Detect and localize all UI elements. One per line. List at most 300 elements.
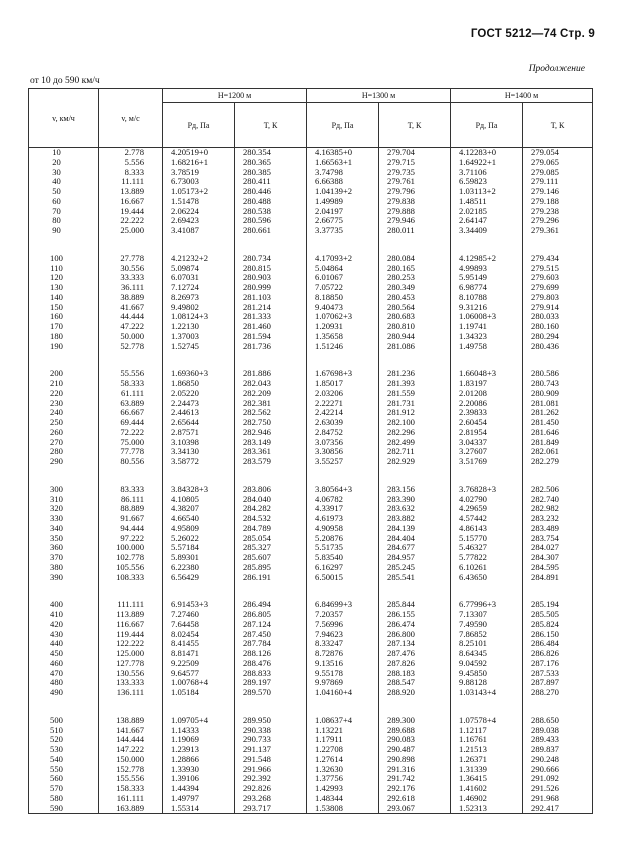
table-cell: 4.12985+2 <box>451 254 523 264</box>
table-cell: 55.556 <box>99 369 163 379</box>
table-cell: 300 <box>29 485 99 495</box>
table-cell: 161.111 <box>99 794 163 804</box>
table-cell: 279.761 <box>379 177 451 187</box>
table-cell: 500 <box>29 716 99 726</box>
table-cell: 2.778 <box>99 148 163 158</box>
table-cell: 2.65644 <box>163 418 235 428</box>
table-cell: 6.91453+3 <box>163 600 235 610</box>
table-cell: 279.796 <box>379 187 451 197</box>
table-row <box>29 794 593 804</box>
table-row <box>29 745 593 755</box>
table-cell: 290.487 <box>379 745 451 755</box>
table-cell: 150 <box>29 303 99 313</box>
table-body <box>29 148 593 814</box>
table-cell: 280.294 <box>523 332 593 342</box>
table-cell: 1.51478 <box>163 197 235 207</box>
table-cell: 1.03113+2 <box>451 187 523 197</box>
table-cell: 94.444 <box>99 524 163 534</box>
table-cell: 285.245 <box>379 563 451 573</box>
table-row <box>29 726 593 736</box>
table-cell: 3.55257 <box>307 457 379 467</box>
table-cell: 279.838 <box>379 197 451 207</box>
speed-range: от 10 до 590 км/ч <box>30 76 100 86</box>
table-cell: 286.474 <box>379 620 451 630</box>
table-cell: 279.946 <box>379 216 451 226</box>
table-cell: 8.10788 <box>451 293 523 303</box>
table-cell: 284.040 <box>235 495 307 505</box>
table-cell: 286.826 <box>523 649 593 659</box>
table-cell: 11.111 <box>99 177 163 187</box>
table-cell: 288.547 <box>379 678 451 688</box>
table-cell: 283.754 <box>523 534 593 544</box>
table-cell: 390 <box>29 573 99 583</box>
table-cell: 279.715 <box>379 158 451 168</box>
table-cell: 1.41602 <box>451 784 523 794</box>
table-cell: 83.333 <box>99 485 163 495</box>
table-cell: 3.04337 <box>451 438 523 448</box>
table-row <box>29 639 593 649</box>
table-cell: 281.460 <box>235 322 307 332</box>
table-cell: 6.50015 <box>307 573 379 583</box>
table-row <box>29 573 593 583</box>
gap-cell <box>379 698 451 716</box>
table-row <box>29 669 593 679</box>
table-cell: 210 <box>29 379 99 389</box>
gap-cell <box>379 467 451 485</box>
table-cell: 284.404 <box>379 534 451 544</box>
table-cell: 36.111 <box>99 283 163 293</box>
gap-cell <box>163 467 235 485</box>
table-cell: 280.365 <box>235 158 307 168</box>
table-cell: 5.51735 <box>307 543 379 553</box>
table-cell: 1.35658 <box>307 332 379 342</box>
gap-cell <box>29 698 99 716</box>
table-cell: 1.34323 <box>451 332 523 342</box>
table-cell: 280 <box>29 447 99 457</box>
col-h1300: H=1300 м <box>307 89 451 103</box>
table-row <box>29 418 593 428</box>
table-cell: 292.176 <box>379 784 451 794</box>
gap-cell <box>235 236 307 254</box>
table-cell: 163.889 <box>99 804 163 814</box>
table-cell: 1.26371 <box>451 755 523 765</box>
table-cell: 281.886 <box>235 369 307 379</box>
table-cell: 200 <box>29 369 99 379</box>
table-cell: 288.476 <box>235 659 307 669</box>
table-cell: 287.826 <box>379 659 451 669</box>
table-cell: 284.595 <box>523 563 593 573</box>
table-cell: 1.04160+4 <box>307 688 379 698</box>
table-row <box>29 457 593 467</box>
table-cell: 290.083 <box>379 735 451 745</box>
table-row <box>29 563 593 573</box>
table-cell: 286.484 <box>523 639 593 649</box>
table-cell: 420 <box>29 620 99 630</box>
table-cell: 1.33930 <box>163 765 235 775</box>
table-cell: 282.562 <box>235 408 307 418</box>
table-cell: 279.065 <box>523 158 593 168</box>
table-cell: 120 <box>29 273 99 283</box>
table-cell: 8.72876 <box>307 649 379 659</box>
table-cell: 284.891 <box>523 573 593 583</box>
table-row <box>29 610 593 620</box>
table-cell: 282.279 <box>523 457 593 467</box>
table-row <box>29 659 593 669</box>
table-cell: 380 <box>29 563 99 573</box>
table-cell: 284.282 <box>235 504 307 514</box>
table-cell: 340 <box>29 524 99 534</box>
table-cell: 1.19741 <box>451 322 523 332</box>
table-row <box>29 600 593 610</box>
table-cell: 33.333 <box>99 273 163 283</box>
table-cell: 281.236 <box>379 369 451 379</box>
gap-cell <box>379 236 451 254</box>
table-cell: 286.494 <box>235 600 307 610</box>
table-cell: 4.99893 <box>451 264 523 274</box>
table-cell: 19.444 <box>99 207 163 217</box>
table-cell: 279.238 <box>523 207 593 217</box>
table-cell: 286.155 <box>379 610 451 620</box>
table-cell: 1.44394 <box>163 784 235 794</box>
table-cell: 7.94623 <box>307 630 379 640</box>
table-cell: 283.806 <box>235 485 307 495</box>
gap-cell <box>99 236 163 254</box>
table-cell: 280.436 <box>523 342 593 352</box>
table-cell: 287.476 <box>379 649 451 659</box>
table-cell: 2.69423 <box>163 216 235 226</box>
table-cell: 5.556 <box>99 158 163 168</box>
table-cell: 1.12117 <box>451 726 523 736</box>
table-cell: 281.912 <box>379 408 451 418</box>
table-cell: 3.78519 <box>163 168 235 178</box>
table-cell: 90 <box>29 226 99 236</box>
table-cell: 7.20357 <box>307 610 379 620</box>
table-cell: 136.111 <box>99 688 163 698</box>
table-cell: 6.66388 <box>307 177 379 187</box>
table-cell: 7.64458 <box>163 620 235 630</box>
table-cell: 6.73003 <box>163 177 235 187</box>
table-cell: 5.57184 <box>163 543 235 553</box>
table-cell: 280.909 <box>523 389 593 399</box>
table-cell: 281.559 <box>379 389 451 399</box>
table-cell: 570 <box>29 784 99 794</box>
table-cell: 52.778 <box>99 342 163 352</box>
table-cell: 1.67698+3 <box>307 369 379 379</box>
table-cell: 4.29659 <box>451 504 523 514</box>
table-cell: 540 <box>29 755 99 765</box>
table-cell: 287.897 <box>523 678 593 688</box>
table-cell: 360 <box>29 543 99 553</box>
table-cell: 66.667 <box>99 408 163 418</box>
table-cell: 47.222 <box>99 322 163 332</box>
table-cell: 280.596 <box>235 216 307 226</box>
table-row <box>29 524 593 534</box>
table-cell: 283.579 <box>235 457 307 467</box>
table-cell: 280.944 <box>379 332 451 342</box>
table-cell: 289.197 <box>235 678 307 688</box>
table-cell: 1.00768+4 <box>163 678 235 688</box>
table-cell: 292.826 <box>235 784 307 794</box>
table-cell: 285.824 <box>523 620 593 630</box>
table-cell: 1.46902 <box>451 794 523 804</box>
table-cell: 280.488 <box>235 197 307 207</box>
page-header: ГОСТ 5212—74 Стр. 9 <box>470 28 595 40</box>
table-cell: 6.22380 <box>163 563 235 573</box>
table-cell: 130 <box>29 283 99 293</box>
table-cell: 7.49590 <box>451 620 523 630</box>
table-row <box>29 534 593 544</box>
group-gap <box>29 236 593 254</box>
table-cell: 20 <box>29 158 99 168</box>
table-cell: 190 <box>29 342 99 352</box>
table-cell: 440 <box>29 639 99 649</box>
table-cell: 281.646 <box>523 428 593 438</box>
table-cell: 5.46327 <box>451 543 523 553</box>
table-cell: 9.13516 <box>307 659 379 669</box>
table-row <box>29 428 593 438</box>
table-cell: 291.092 <box>523 774 593 784</box>
table-cell: 285.054 <box>235 534 307 544</box>
table-cell: 108.333 <box>99 573 163 583</box>
atmosphere-table <box>28 88 593 814</box>
table-cell: 285.607 <box>235 553 307 563</box>
group-gap <box>29 698 593 716</box>
table-cell: 2.66775 <box>307 216 379 226</box>
table-cell: 370 <box>29 553 99 563</box>
table-cell: 63.889 <box>99 399 163 409</box>
table-row <box>29 264 593 274</box>
table-cell: 3.74798 <box>307 168 379 178</box>
table-cell: 280.815 <box>235 264 307 274</box>
table-cell: 283.361 <box>235 447 307 457</box>
table-cell: 5.83540 <box>307 553 379 563</box>
gap-cell <box>523 582 593 600</box>
table-cell: 7.13307 <box>451 610 523 620</box>
table-cell: 1.69360+3 <box>163 369 235 379</box>
table-cell: 284.789 <box>235 524 307 534</box>
table-cell: 284.957 <box>379 553 451 563</box>
table-cell: 292.618 <box>379 794 451 804</box>
table-cell: 1.09705+4 <box>163 716 235 726</box>
table-cell: 281.214 <box>235 303 307 313</box>
table-cell: 125.000 <box>99 649 163 659</box>
table-cell: 285.844 <box>379 600 451 610</box>
table-cell: 285.327 <box>235 543 307 553</box>
table-row <box>29 514 593 524</box>
table-cell: 1.32630 <box>307 765 379 775</box>
table-cell: 1.22130 <box>163 322 235 332</box>
table-cell: 119.444 <box>99 630 163 640</box>
table-cell: 3.71106 <box>451 168 523 178</box>
table-cell: 1.37756 <box>307 774 379 784</box>
table-cell: 279.111 <box>523 177 593 187</box>
table-cell: 288.650 <box>523 716 593 726</box>
table-cell: 282.209 <box>235 389 307 399</box>
table-row <box>29 254 593 264</box>
table-row <box>29 408 593 418</box>
table-cell: 590 <box>29 804 99 814</box>
table-row <box>29 485 593 495</box>
table-cell: 9.40473 <box>307 303 379 313</box>
table-cell: 6.59823 <box>451 177 523 187</box>
table-cell: 280.743 <box>523 379 593 389</box>
table-cell: 292.392 <box>235 774 307 784</box>
table-cell: 16.667 <box>99 197 163 207</box>
table-cell: 7.86852 <box>451 630 523 640</box>
table-cell: 284.027 <box>523 543 593 553</box>
table-cell: 283.882 <box>379 514 451 524</box>
table-cell: 1.66048+3 <box>451 369 523 379</box>
table-cell: 180 <box>29 332 99 342</box>
col-t-2: T, К <box>379 103 451 148</box>
col-pd-3: Pд, Па <box>451 103 523 148</box>
gap-cell <box>379 582 451 600</box>
table-cell: 1.03143+4 <box>451 688 523 698</box>
table-cell: 27.778 <box>99 254 163 264</box>
table-cell: 283.232 <box>523 514 593 524</box>
table-cell: 279.914 <box>523 303 593 313</box>
table-cell: 1.37003 <box>163 332 235 342</box>
table-cell: 291.968 <box>523 794 593 804</box>
table-cell: 281.393 <box>379 379 451 389</box>
table-cell: 1.66563+1 <box>307 158 379 168</box>
table-cell: 283.149 <box>235 438 307 448</box>
table-cell: 1.14333 <box>163 726 235 736</box>
gap-cell <box>451 582 523 600</box>
col-t-3: T, К <box>523 103 593 148</box>
table-cell: 7.56996 <box>307 620 379 630</box>
table-cell: 290.248 <box>523 755 593 765</box>
table-cell: 4.86143 <box>451 524 523 534</box>
table-cell: 158.333 <box>99 784 163 794</box>
table-cell: 1.20931 <box>307 322 379 332</box>
table-cell: 287.784 <box>235 639 307 649</box>
table-cell: 280.253 <box>379 273 451 283</box>
table-cell: 1.05173+2 <box>163 187 235 197</box>
table-cell: 510 <box>29 726 99 736</box>
table-cell: 286.191 <box>235 573 307 583</box>
table-cell: 320 <box>29 504 99 514</box>
table-cell: 480 <box>29 678 99 688</box>
table-cell: 282.711 <box>379 447 451 457</box>
table-cell: 530 <box>29 745 99 755</box>
table-cell: 6.98774 <box>451 283 523 293</box>
table-cell: 279.803 <box>523 293 593 303</box>
table-cell: 69.444 <box>99 418 163 428</box>
table-cell: 279.735 <box>379 168 451 178</box>
table-cell: 1.04139+2 <box>307 187 379 197</box>
table-cell: 105.556 <box>99 563 163 573</box>
table-cell: 280.586 <box>523 369 593 379</box>
table-cell: 288.126 <box>235 649 307 659</box>
table-cell: 1.48344 <box>307 794 379 804</box>
table-row <box>29 716 593 726</box>
table-cell: 289.950 <box>235 716 307 726</box>
gap-cell <box>99 467 163 485</box>
continuation-label: Продолжение <box>528 64 585 74</box>
table-cell: 280.011 <box>379 226 451 236</box>
table-cell: 1.22708 <box>307 745 379 755</box>
gap-cell <box>163 236 235 254</box>
table-cell: 8.18850 <box>307 293 379 303</box>
table-cell: 3.84328+3 <box>163 485 235 495</box>
table-cell: 230 <box>29 399 99 409</box>
table-cell: 283.632 <box>379 504 451 514</box>
table-cell: 9.64577 <box>163 669 235 679</box>
gap-cell <box>29 236 99 254</box>
table-cell: 8.02454 <box>163 630 235 640</box>
table-cell: 5.15770 <box>451 534 523 544</box>
table-row <box>29 765 593 775</box>
table-row <box>29 177 593 187</box>
table-cell: 4.16385+0 <box>307 148 379 158</box>
table-cell: 1.55314 <box>163 804 235 814</box>
table-cell: 133.333 <box>99 678 163 688</box>
col-h1400: H=1400 м <box>451 89 593 103</box>
table-row <box>29 543 593 553</box>
table-cell: 288.183 <box>379 669 451 679</box>
gap-cell <box>29 582 99 600</box>
table-cell: 1.52313 <box>451 804 523 814</box>
table-cell: 4.17093+2 <box>307 254 379 264</box>
table-cell: 8.25101 <box>451 639 523 649</box>
table-cell: 152.778 <box>99 765 163 775</box>
table-cell: 285.541 <box>379 573 451 583</box>
table-cell: 160 <box>29 312 99 322</box>
gap-cell <box>451 351 523 369</box>
table-cell: 2.02185 <box>451 207 523 217</box>
table-cell: 350 <box>29 534 99 544</box>
table-row <box>29 322 593 332</box>
table-cell: 279.146 <box>523 187 593 197</box>
table-cell: 400 <box>29 600 99 610</box>
table-cell: 140 <box>29 293 99 303</box>
table-cell: 4.20519+0 <box>163 148 235 158</box>
table-cell: 5.77822 <box>451 553 523 563</box>
gap-cell <box>99 698 163 716</box>
table-cell: 88.889 <box>99 504 163 514</box>
table-cell: 282.929 <box>379 457 451 467</box>
table-cell: 3.10398 <box>163 438 235 448</box>
table-row <box>29 649 593 659</box>
gap-cell <box>307 351 379 369</box>
table-cell: 282.296 <box>379 428 451 438</box>
table-cell: 80.556 <box>99 457 163 467</box>
table-cell: 287.450 <box>235 630 307 640</box>
table-cell: 2.04197 <box>307 207 379 217</box>
table-cell: 2.64147 <box>451 216 523 226</box>
table-cell: 13.889 <box>99 187 163 197</box>
table-cell: 284.139 <box>379 524 451 534</box>
table-cell: 280.661 <box>235 226 307 236</box>
table-cell: 310 <box>29 495 99 505</box>
table-cell: 10 <box>29 148 99 158</box>
table-cell: 4.02790 <box>451 495 523 505</box>
table-cell: 61.111 <box>99 389 163 399</box>
table-cell: 97.222 <box>99 534 163 544</box>
gap-cell <box>451 236 523 254</box>
table-cell: 250 <box>29 418 99 428</box>
table-cell: 280.453 <box>379 293 451 303</box>
table-cell: 1.07578+4 <box>451 716 523 726</box>
table-row <box>29 197 593 207</box>
col-t-1: T, К <box>235 103 307 148</box>
table-cell: 1.08124+3 <box>163 312 235 322</box>
table-cell: 2.42214 <box>307 408 379 418</box>
gap-cell <box>235 582 307 600</box>
table-cell: 280.354 <box>235 148 307 158</box>
gap-cell <box>235 698 307 716</box>
